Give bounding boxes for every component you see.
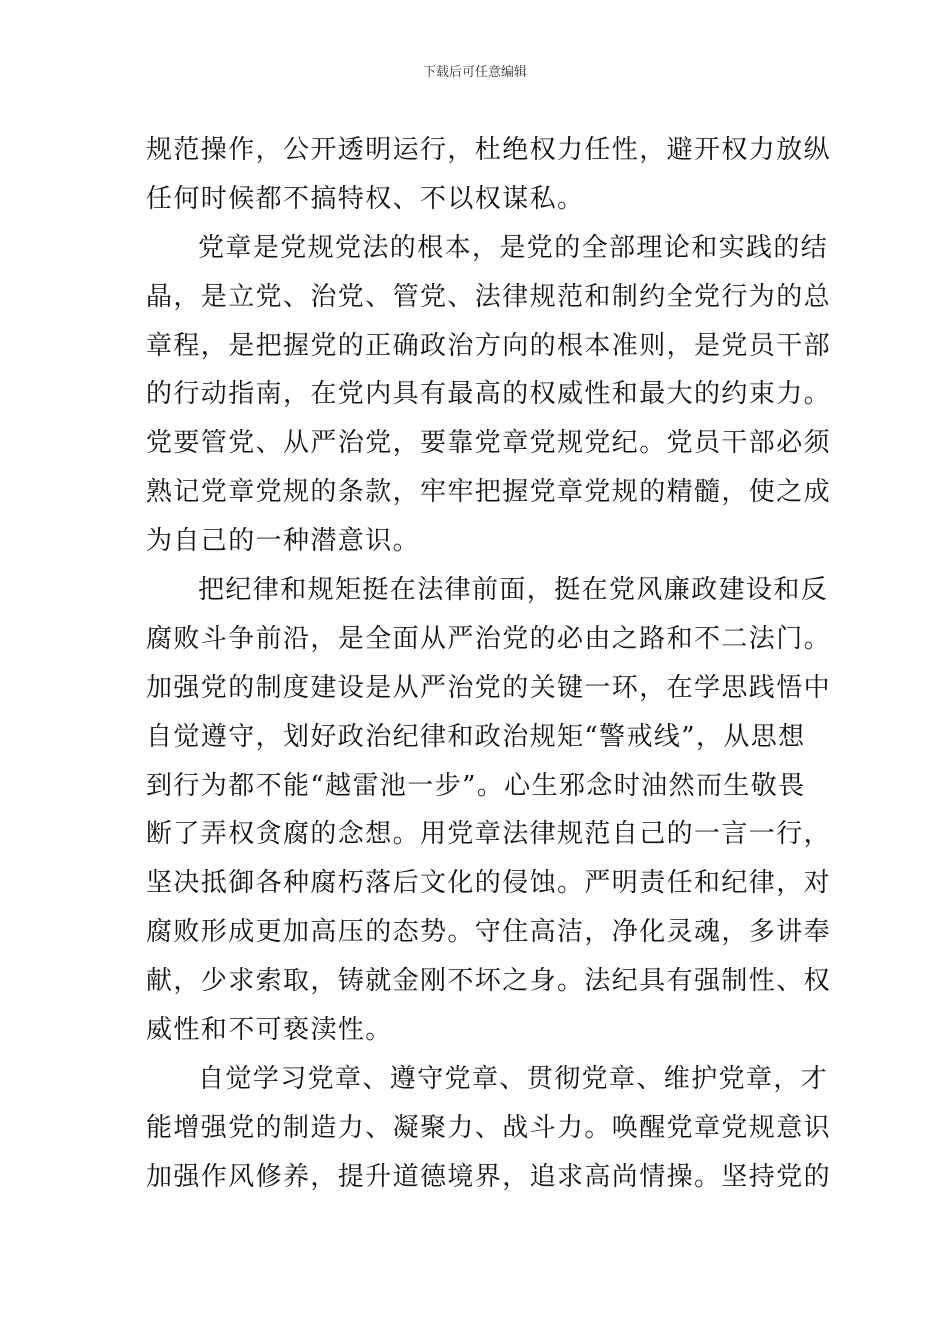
text-line: 坚决抵御各种腐朽落后文化的侵蚀。严明责任和纪律，对 <box>146 868 832 899</box>
text-line: 威性和不可亵渎性。 <box>146 1015 393 1046</box>
text-line: 到行为都不能“越雷池一步”。心生邪念时油然而生敬畏 <box>146 770 806 801</box>
text-line: 为自己的一种潜意识。 <box>146 526 421 557</box>
body-text <box>146 126 832 1202</box>
text-line: 腐败斗争前沿，是全面从严治党的必由之路和不二法门。 <box>146 623 832 654</box>
text-line: 晶，是立党、治党、管党、法律规范和制约全党行为的总 <box>146 281 832 312</box>
text-line: 任何时候都不搞特权、不以权谋私。 <box>146 183 585 214</box>
text-line: 熟记党章党规的条款，牢牢把握党章党规的精髓，使之成 <box>146 477 832 508</box>
text-line: 规范操作，公开透明运行，杜绝权力任性，避开权力放纵 <box>146 135 832 165</box>
text-line: 把纪律和规矩挺在法律前面，挺在党风廉政建设和反 <box>198 575 829 606</box>
page-header-note: 下载后可任意编辑 <box>422 65 527 80</box>
text-line: 自觉遵守，划好政治纪律和政治规矩“警戒线”，从思想 <box>146 721 806 752</box>
text-line: 自觉学习党章、遵守党章、贯彻党章、维护党章，才 <box>198 1063 829 1094</box>
text-line: 腐败形成更加高压的态势。守住高洁，净化灵魂，多讲奉 <box>146 917 832 948</box>
text-line: 加强作风修养，提升道德境界，追求高尚情操。坚持党的 <box>146 1161 832 1192</box>
text-line: 加强党的制度建设是从严治党的关键一环，在学思践悟中 <box>146 672 832 703</box>
text-line: 能增强党的制造力、凝聚力、战斗力。唤醒党章党规意识 <box>146 1112 832 1143</box>
text-line: 党要管党、从严治党，要靠党章党规党纪。党员干部必须 <box>146 428 832 459</box>
text-line: 断了弄权贪腐的念想。用党章法律规范自己的一言一行， <box>146 819 832 850</box>
text-line: 的行动指南，在党内具有最高的权威性和最大的约束力。 <box>146 379 832 410</box>
text-line: 章程，是把握党的正确政治方向的根本准则，是党员干部 <box>146 330 832 361</box>
text-line: 献，少求索取，铸就金刚不坏之身。法纪具有强制性、权 <box>146 966 832 997</box>
text-line: 党章是党规党法的根本，是党的全部理论和实践的结 <box>198 232 829 263</box>
